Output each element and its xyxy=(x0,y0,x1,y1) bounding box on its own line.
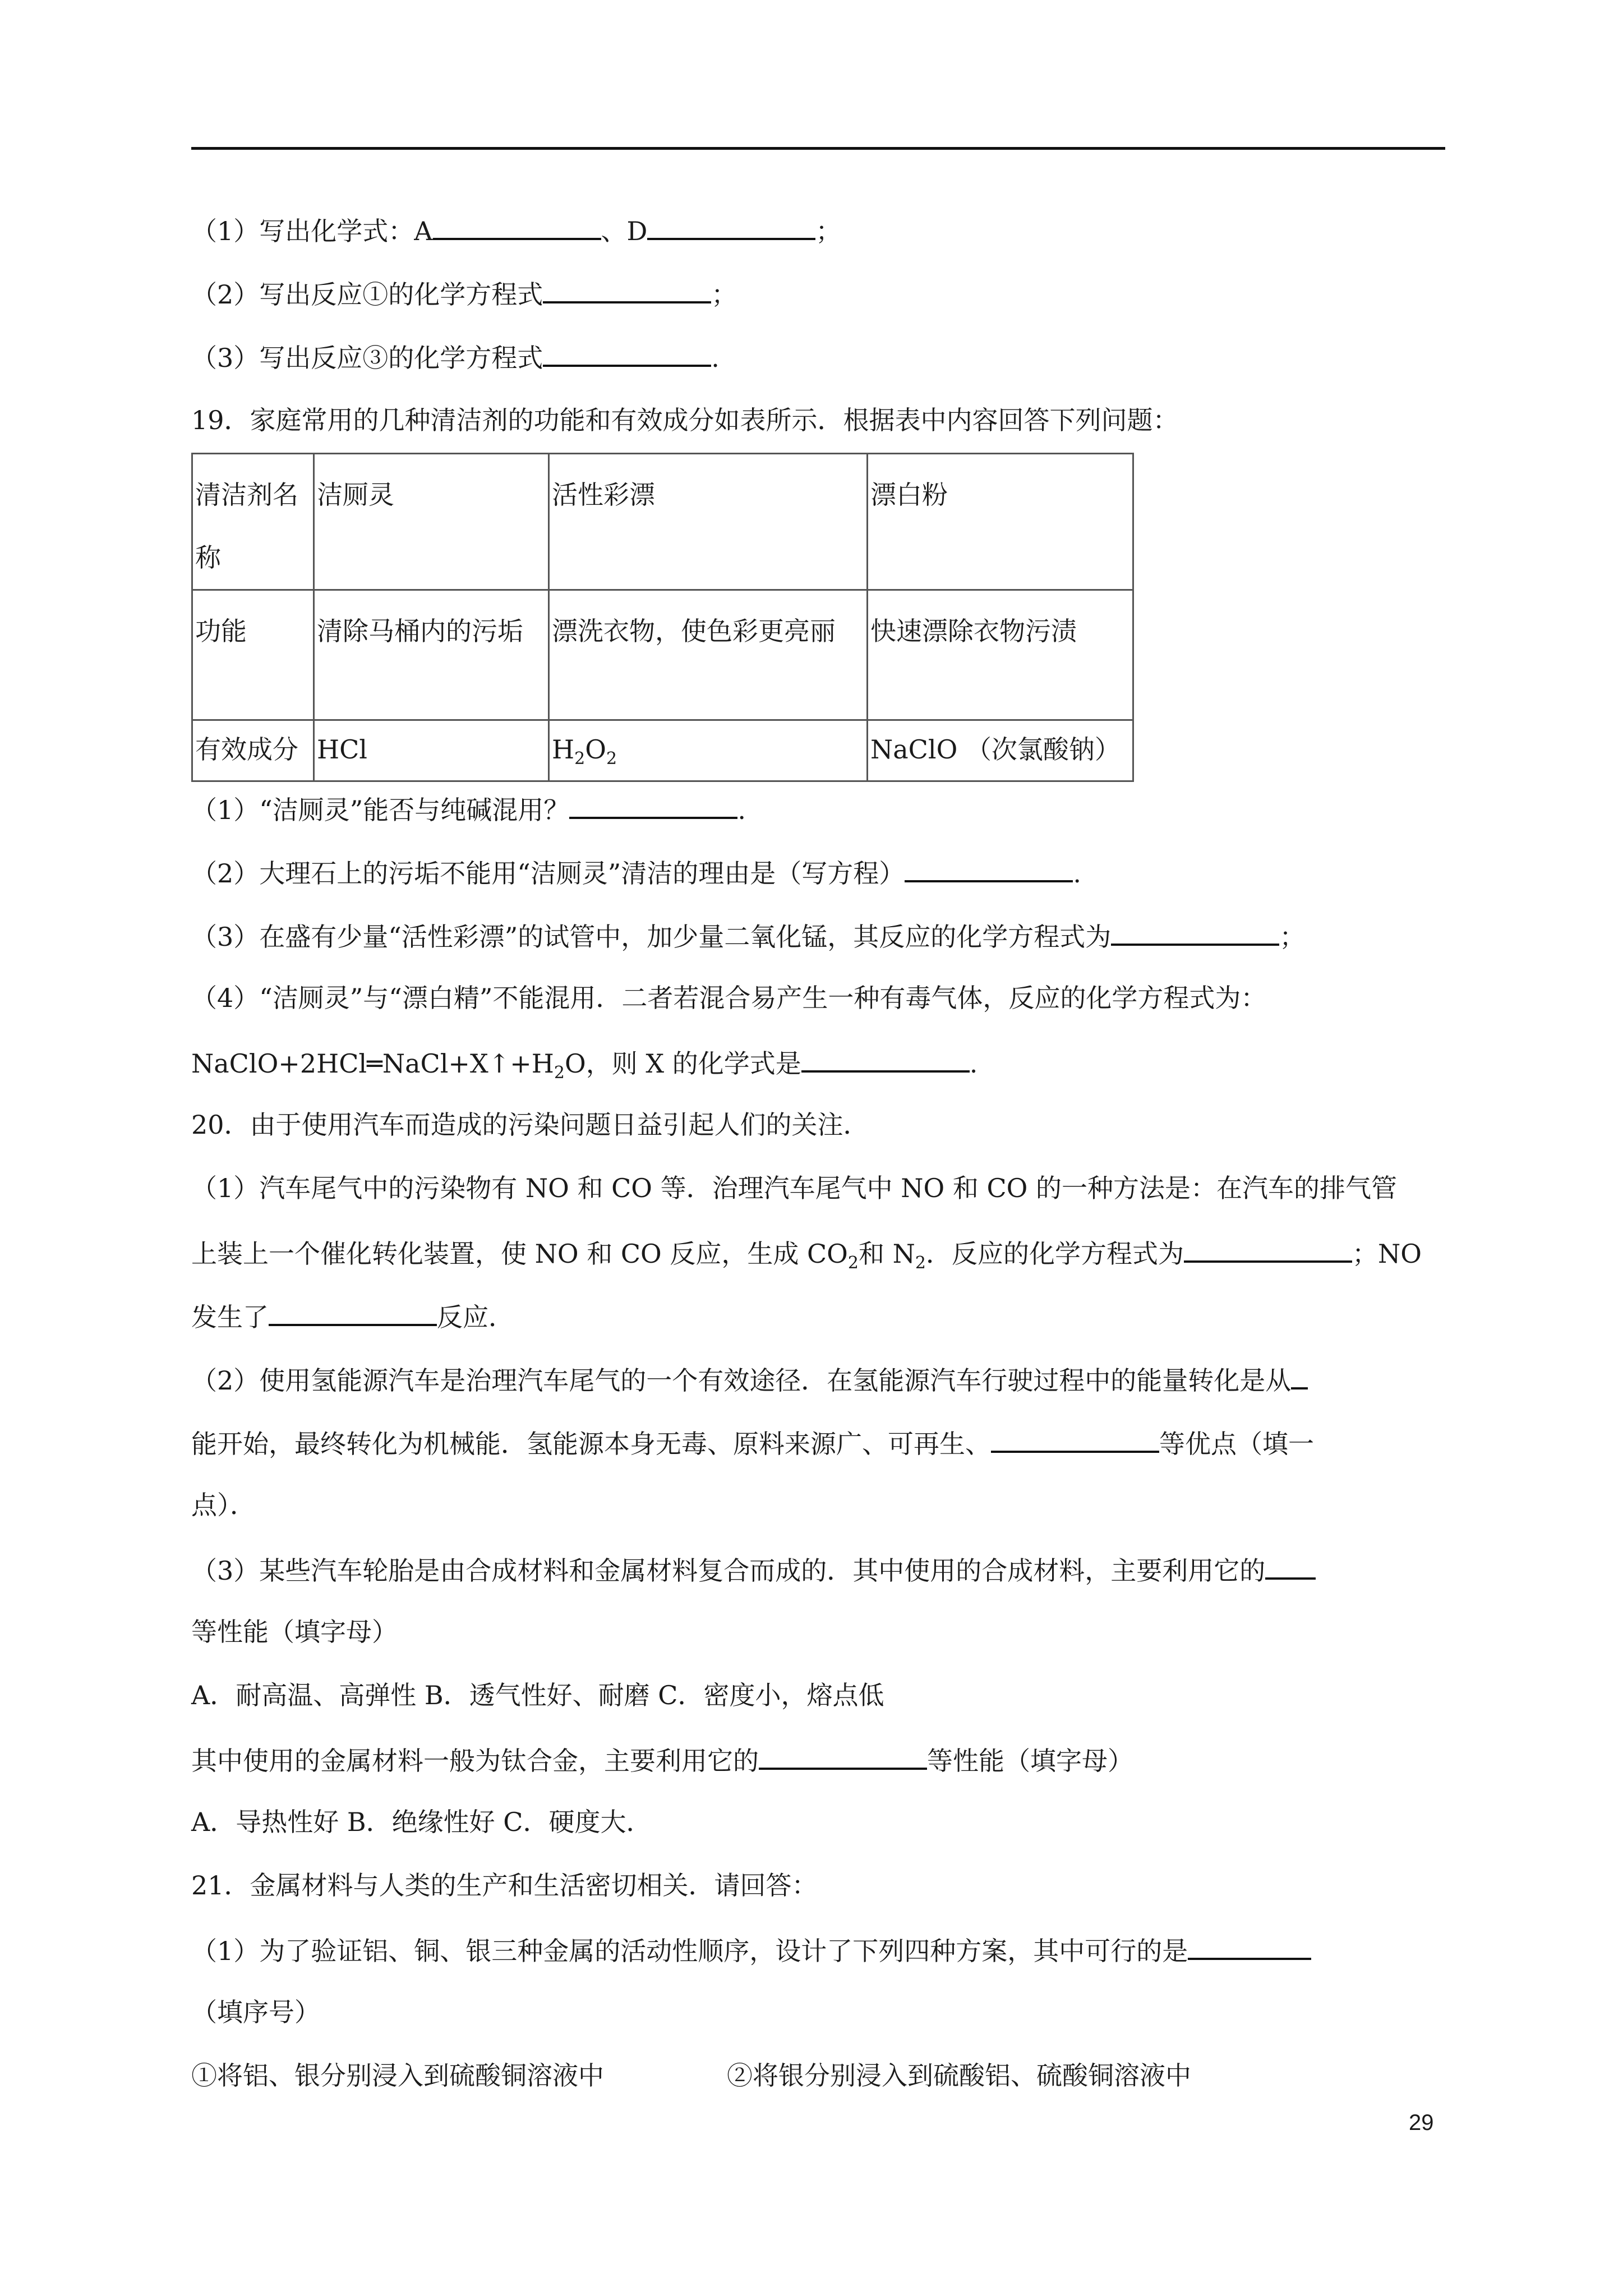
table-cell: 清洁剂名称 xyxy=(192,454,314,590)
q21-option-2: ②将银分别浸入到硫酸铝、硫酸铜溶液中 xyxy=(727,2060,1191,2091)
q18-part2: （2）写出反应①的化学方程式 ； xyxy=(191,275,737,311)
q20-options-2: A．导热性好 B．绝缘性好 C．硬度大． xyxy=(191,1807,652,1837)
table-cell: 功能 xyxy=(192,590,314,720)
cleaner-table xyxy=(191,453,1134,782)
table-cell: 活性彩漂 xyxy=(549,454,868,590)
answer-blank[interactable] xyxy=(543,275,711,303)
answer-blank[interactable] xyxy=(759,1742,927,1770)
q20-stem: 20．由于使用汽车而造成的污染问题日益引起人们的关注． xyxy=(191,1110,869,1140)
answer-blank[interactable] xyxy=(433,212,601,240)
table-cell: 漂洗衣物，使色彩更亮丽 xyxy=(549,590,868,720)
answer-blank[interactable] xyxy=(1188,1932,1311,1960)
q21-stem: 21．金属材料与人类的生产和生活密切相关．请回答： xyxy=(191,1870,818,1901)
answer-blank[interactable] xyxy=(991,1425,1159,1453)
q18-part3: （3）写出反应③的化学方程式 . xyxy=(191,339,720,375)
table-cell: 快速漂除衣物污渍 xyxy=(868,590,1133,720)
answer-blank[interactable] xyxy=(543,339,711,367)
q20-part2-l1: （2）使用氢能源汽车是治理汽车尾气的一个有效途径．在氢能源汽车行驶过程中的能量转化是从 xyxy=(191,1361,1308,1397)
table-cell: HCl xyxy=(314,720,549,781)
answer-blank[interactable] xyxy=(1265,1552,1316,1580)
q21-part1-l2: （填序号） xyxy=(191,1997,320,2027)
q20-part3-l4: 其中使用的金属材料一般为钛合金，主要利用它的 等性能（填字母） xyxy=(191,1742,1133,1778)
q19-part2: （2）大理石上的污垢不能用“洁厕灵”清洁的理由是（写方程） . xyxy=(191,854,1081,890)
q20-part1-l1: （1）汽车尾气中的污染物有 NO 和 CO 等．治理汽车尾气中 NO 和 CO 的一种方法是：在汽车的排气管 xyxy=(191,1173,1397,1203)
q19-part1: （1）“洁厕灵”能否与纯碱混用？ . xyxy=(191,791,746,827)
q20-part2-l3: 点）． xyxy=(191,1490,256,1520)
q18-part1: （1）写出化学式：A 、D ； xyxy=(191,212,841,248)
q19-stem: 19．家庭常用的几种清洁剂的功能和有效成分如表所示．根据表中内容回答下列问题： xyxy=(191,405,1179,435)
table-cell: NaClO （次氯酸钠） xyxy=(868,720,1133,781)
page-number: 29 xyxy=(1409,2110,1434,2135)
table-row xyxy=(192,720,1133,781)
q20-options-1: A．耐高温、高弹性 B．透气性好、耐磨 C．密度小，熔点低 xyxy=(191,1680,884,1710)
answer-blank[interactable] xyxy=(801,1045,970,1073)
q20-part1-l2: 上装上一个催化转化装置，使 NO 和 CO 反应，生成 $CO_2$和 $N_2$．反应的化学方程式为 ；NO xyxy=(191,1235,1422,1271)
q20-part1-l3: 发生了 反应． xyxy=(191,1298,514,1334)
answer-blank[interactable] xyxy=(269,1298,437,1326)
table-cell: 清除马桶内的污垢 xyxy=(314,590,549,720)
q19-part4: （4）“洁厕灵”与“漂白精”不能混用．二者若混合易产生一种有毒气体，反应的化学方程式为： xyxy=(191,983,1267,1013)
table-cell: $H_2O_2$ xyxy=(549,720,868,781)
answer-blank[interactable] xyxy=(1291,1361,1308,1389)
q19-part3: （3）在盛有少量“活性彩漂”的试管中，加少量二氧化锰，其反应的化学方程式为 ； xyxy=(191,918,1305,954)
q21-option-1: ①将铝、银分别浸入到硫酸铜溶液中 xyxy=(191,2060,604,2091)
table-row xyxy=(192,590,1133,720)
q20-part2-l2: 能开始，最终转化为机械能．氢能源本身无毒、原料来源广、可再生、 等优点（填一 xyxy=(191,1425,1314,1461)
answer-blank[interactable] xyxy=(569,791,737,819)
answer-blank[interactable] xyxy=(905,854,1073,882)
table-cell: 有效成分 xyxy=(192,720,314,781)
table-cell: 漂白粉 xyxy=(868,454,1133,590)
table-cell: 洁厕灵 xyxy=(314,454,549,590)
q20-part3-l2: 等性能（填字母） xyxy=(191,1617,398,1647)
answer-blank[interactable] xyxy=(1111,918,1279,946)
table-row xyxy=(192,454,1133,590)
answer-blank[interactable] xyxy=(647,212,815,240)
header-rule xyxy=(191,147,1445,150)
answer-blank[interactable] xyxy=(1184,1235,1352,1263)
q21-part1-l1: （1）为了验证铝、铜、银三种金属的活动性顺序，设计了下列四种方案，其中可行的是 xyxy=(191,1932,1311,1968)
q19-part4-cont: $NaClO+2HCl═NaCl+X↑+H_2O$，则 X 的化学式是 . xyxy=(191,1045,978,1080)
q20-part3-l1: （3）某些汽车轮胎是由合成材料和金属材料复合而成的．其中使用的合成材料，主要利用它的 xyxy=(191,1552,1316,1588)
